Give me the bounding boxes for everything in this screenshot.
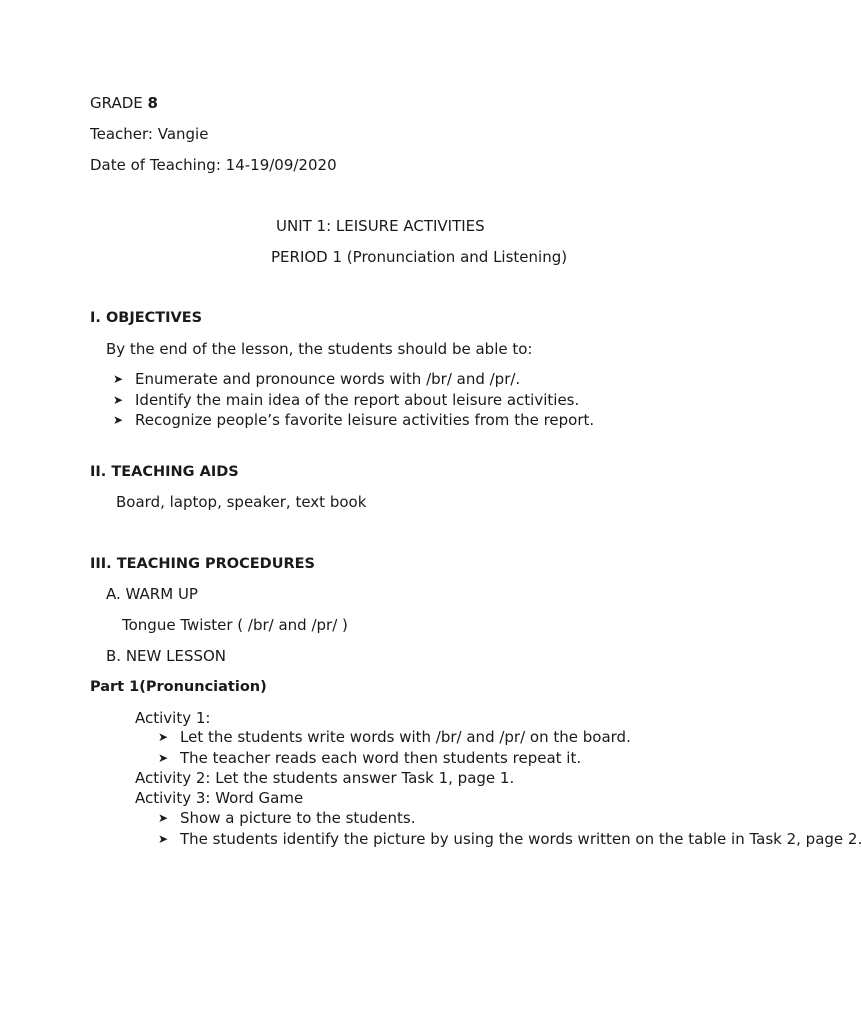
activity1-list bbox=[158, 727, 631, 768]
teaching-aids-text: Board, laptop, speaker, text book bbox=[116, 493, 367, 511]
activity2-text: Activity 2: Let the students answer Task 1, page 1. bbox=[135, 769, 515, 787]
arrowhead-bullet-icon: ➤ bbox=[158, 750, 169, 765]
unit-title: UNIT 1: LEISURE ACTIVITIES bbox=[276, 217, 485, 235]
arrowhead-bullet-icon: ➤ bbox=[113, 372, 124, 386]
objectives-heading: I. OBJECTIVES bbox=[90, 310, 203, 326]
arrowhead-bullet-icon: ➤ bbox=[158, 811, 169, 825]
list-item: ➤ The teacher reads each word then students repeat it. bbox=[158, 748, 582, 767]
new-lesson-label: B. NEW LESSON bbox=[106, 647, 227, 665]
list-item: ➤ Show a picture to the students. bbox=[158, 809, 416, 827]
objectives-list bbox=[113, 369, 594, 431]
teacher-line: Teacher: Vangie bbox=[90, 125, 209, 143]
arrowhead-bullet-icon: ➤ bbox=[158, 831, 169, 846]
teaching-aids-heading: II. TEACHING AIDS bbox=[90, 464, 239, 480]
date-line: Date of Teaching: 14-19/09/2020 bbox=[90, 156, 337, 174]
grade-line bbox=[90, 93, 158, 113]
list-item: ➤ The students identify the picture by using the words written on the table in Task 2, page 2. bbox=[158, 829, 862, 848]
activity3-label: Activity 3: Word Game bbox=[135, 789, 304, 807]
warm-up-label: A. WARM UP bbox=[106, 585, 198, 603]
grade-value: 8 bbox=[147, 94, 158, 112]
arrowhead-bullet-icon: ➤ bbox=[113, 413, 124, 427]
procedures-heading: III. TEACHING PROCEDURES bbox=[90, 556, 316, 572]
list-item: ➤ Recognize people’s favorite leisure activities from the report. bbox=[113, 411, 595, 429]
warm-up-text: Tongue Twister ( /br/ and /pr/ ) bbox=[122, 616, 348, 634]
objectives-intro: By the end of the lesson, the students should be able to: bbox=[106, 340, 533, 358]
activity3-list bbox=[158, 808, 862, 849]
list-item: ➤ Let the students write words with /br/ and /pr/ on the board. bbox=[158, 728, 631, 746]
arrowhead-bullet-icon: ➤ bbox=[113, 392, 124, 407]
part1-heading: Part 1(Pronunciation) bbox=[90, 679, 267, 695]
grade-label: GRADE bbox=[90, 94, 143, 112]
period-title: PERIOD 1 (Pronunciation and Listening) bbox=[271, 248, 568, 266]
list-item: ➤ Enumerate and pronounce words with /br/ and /pr/. bbox=[113, 370, 521, 388]
activity1-label: Activity 1: bbox=[135, 709, 211, 727]
list-item: ➤ Identify the main idea of the report about leisure activities. bbox=[113, 390, 580, 409]
arrowhead-bullet-icon: ➤ bbox=[158, 730, 169, 744]
